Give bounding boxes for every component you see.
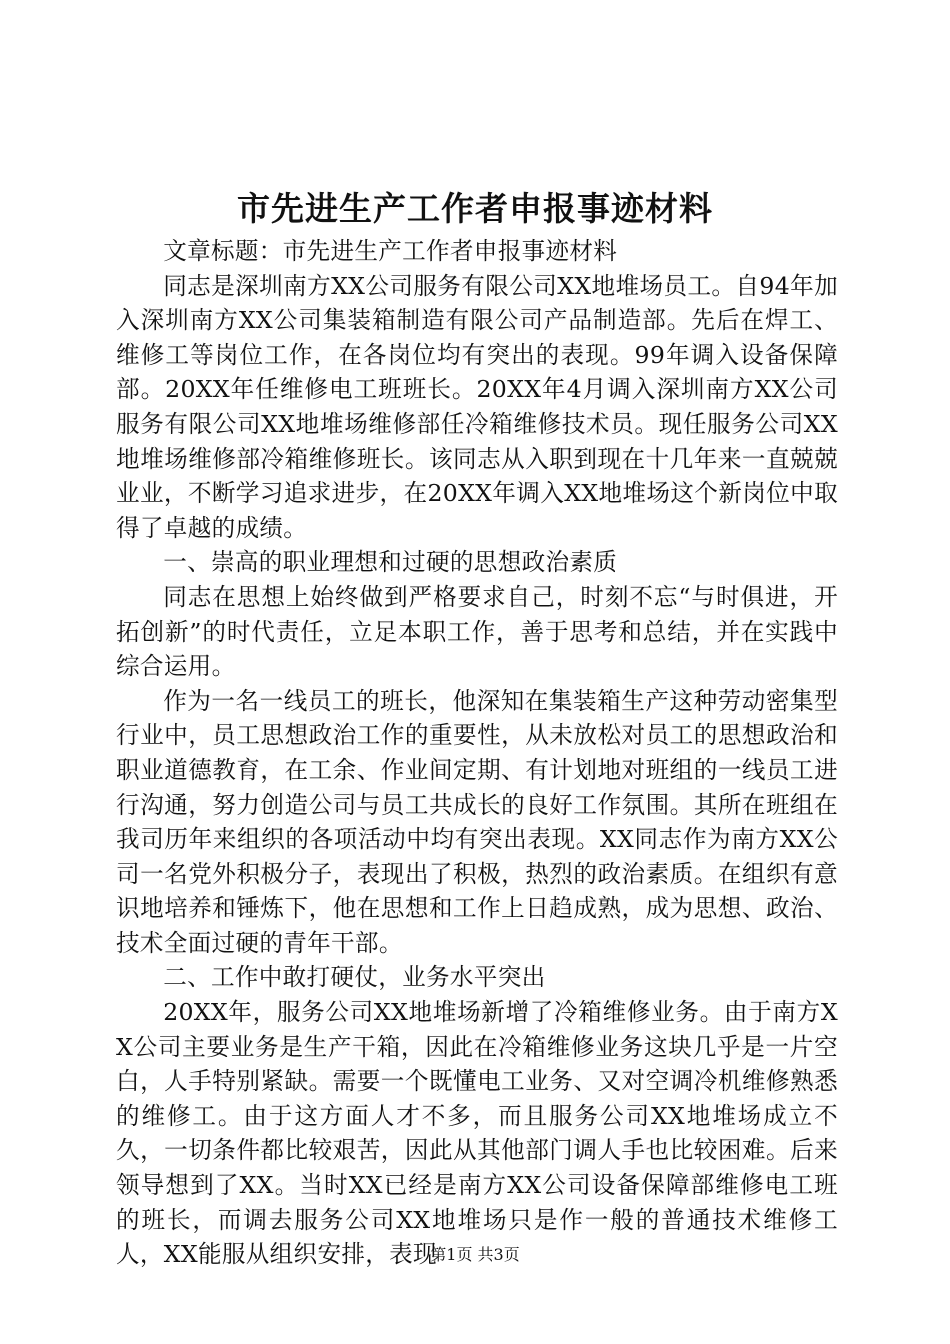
document-title: 市先进生产工作者申报事迹材料 (237, 189, 713, 228)
body-paragraph: 20XX年，服务公司XX地堆场新增了冷箱维修业务。由于南方XX公司主要业务是生产干箱，因此在冷箱维修业务这块几乎是一片空白，人手特别紧缺。需要一个既懂电工业务、又对空调冷机维修熟悉的维修工。由于这方面人才不多，而且服务公司XX地堆场成立不久，一切条件都比较艰苦，因此从其他部门调人手也比较困难。后来领导想到了XX。当时XX已经是南方XX公司设备保障部维修电工班的班长，而调去服务公司XX地堆场只是作一般的普通技术维修工人，XX能服从组织安排，表现 (116, 998, 838, 1269)
section-heading-1: 一、崇高的职业理想和过硬的思想政治素质 (163, 548, 618, 577)
intro-paragraph: 同志是深圳南方XX公司服务有限公司XX地堆场员工。自94年加入深圳南方XX公司集装箱制造有限公司产品制造部。先后在焊工、维修工等岗位工作，在各岗位均有突出的表现。99年调入设备保障部。20XX年任维修电工班班长。20XX年4月调入深圳南方XX公司服务有限公司XX地堆场维修部任冷箱维修技术员。现任服务公司XX地堆场维修部冷箱维修班长。该同志从入职到现在十几年来一直兢兢业业，不断学习追求进步，在20XX年调入XX地堆场这个新岗位中取得了卓越的成绩。 (116, 271, 838, 542)
body-paragraph: 同志在思想上始终做到严格要求自己，时刻不忘“与时俱进，开拓创新”的时代责任，立足本职工作，善于思考和总结，并在实践中综合运用。 (116, 582, 838, 681)
section-heading-2: 二、工作中敢打硬仗，业务水平突出 (163, 963, 546, 992)
page-number: 第1页 共3页 (430, 1245, 520, 1264)
document-body (116, 234, 838, 1272)
article-title-line: 文章标题：市先进生产工作者申报事迹材料 (163, 237, 618, 265)
body-paragraph: 作为一名一线员工的班长，他深知在集装箱生产这种劳动密集型行业中，员工思想政治工作的重要性，从未放松对员工的思想政治和职业道德教育，在工余、作业间定期、有计划地对班组的一线员工进行沟通，努力创造公司与员工共成长的良好工作氛围。其所在班组在我司历年来组织的各项活动中均有突出表现。XX同志作为南方XX公司一名党外积极分子，表现出了积极，热烈的政治素质。在组织有意识地培养和锤炼下，他在思想和工作上日趋成熟，成为思想、政治、技术全面过硬的青年干部。 (116, 686, 838, 957)
